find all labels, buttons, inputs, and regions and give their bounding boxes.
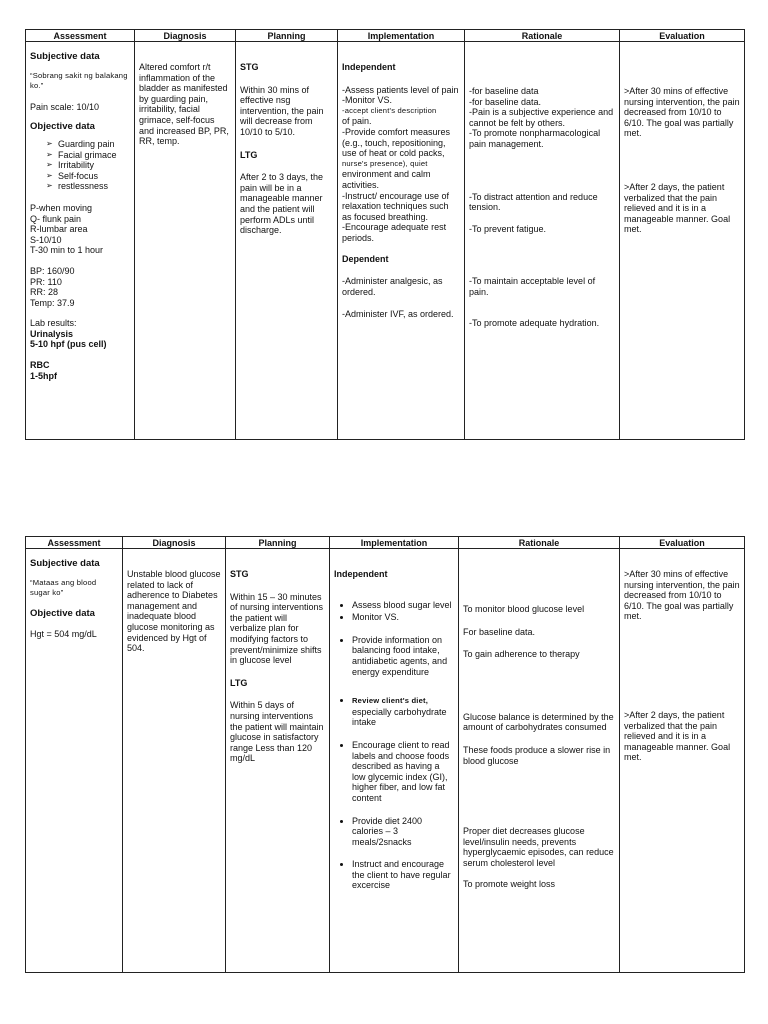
intervention-item: -Encourage adequate rest periods.	[342, 222, 447, 243]
intervention-item: • Assess blood sugar level	[352, 600, 454, 611]
intervention-item: -accept client's description	[342, 105, 437, 115]
intervention-item: • Instruct and encourage the client to have regular excercise	[352, 859, 454, 891]
evaluation-text: >After 30 mins of effective nursing intervention, the pain decreased from 10/10 to 6/10. The goal was partially met.	[624, 86, 740, 139]
rationale-text: -To distract attention and reduce tension.	[469, 191, 598, 213]
intervention-text: Review client's diet,	[352, 696, 429, 706]
intervention-item: -Monitor VS.	[342, 95, 393, 106]
vital-signs: BP: 160/90 PR: 110 RR: 28 Temp: 37.9	[30, 265, 75, 308]
intervention-text: especially carbohydrate intake	[352, 706, 447, 728]
patient-quote: “Mataas ang blood sugar ko”	[30, 577, 97, 598]
ltg-label: LTG	[230, 677, 248, 688]
rationale-text: To monitor blood glucose level	[463, 604, 585, 614]
rationale-cell	[459, 549, 620, 973]
independent-label: Independent	[342, 62, 396, 72]
intervention-item: -Assess patients level of pain	[342, 84, 459, 95]
stg-label: STG	[240, 62, 259, 72]
rationale-text: -To promote adequate hydration.	[469, 317, 600, 328]
evaluation-text: >After 2 days, the patient verbalized that the pain relieved and it is in a manageable manner. Goal met.	[624, 181, 731, 235]
intervention-list	[334, 600, 454, 891]
hgt-value: Hgt = 504 mg/dL	[30, 629, 97, 640]
intervention-item: of pain.	[342, 116, 372, 127]
planning-cell	[226, 549, 330, 973]
stg-label: STG	[230, 569, 249, 579]
diagnosis-text: Unstable blood glucose related to lack of adherence to Diabetes management and inadequate blood glucose monitoring as evidenced by Hgt of 504.	[127, 569, 221, 654]
subjective-label: Subjective data	[30, 51, 100, 62]
lab-results-label: Lab results:	[30, 318, 77, 329]
pqrst-assessment: P-when moving Q- flunk pain R-lumbar area S-10/10 T-30 min to 1 hour	[30, 202, 104, 256]
independent-label: Independent	[334, 569, 388, 579]
intervention-item: • Provide information on balancing food intake, antidiabetic agents, and energy expenditure	[352, 635, 454, 677]
intervention-item: -Instruct/ encourage use of relaxation techniques such as focused breathing.	[342, 190, 450, 222]
urinalysis-result: Urinalysis 5-10 hpf (pus cell)	[30, 328, 107, 350]
intervention-item	[352, 695, 454, 728]
diagnosis-cell	[123, 549, 226, 973]
header-planning: Planning	[226, 537, 330, 549]
objective-label: Objective data	[30, 607, 95, 619]
rbc-result: RBC 1-5hpf	[30, 360, 57, 381]
patient-quote: “Sobrang sakit ng balakang ko.”	[30, 70, 128, 91]
header-evaluation: Evaluation	[620, 537, 745, 549]
objective-item: ➢ Facial grimace	[46, 150, 130, 161]
rationale-text: -for baseline data -for baseline data. -Pain is a subjective experience and cannot be felt by others. -To promote nonpharmacological pain management.	[469, 86, 614, 149]
header-diagnosis: Diagnosis	[123, 537, 226, 549]
rationale-text: -To prevent fatigue.	[469, 223, 547, 234]
rationale-cell	[465, 42, 620, 440]
header-row	[26, 537, 745, 549]
evaluation-cell	[620, 42, 745, 440]
intervention-item: -Administer IVF, as ordered.	[342, 309, 454, 320]
rationale-text: To promote weight loss	[463, 878, 556, 889]
objective-item: ➢ Irritability	[46, 160, 130, 171]
header-assessment: Assessment	[26, 537, 123, 549]
intervention-item: • Monitor VS.	[352, 612, 454, 623]
objective-item: ➢ Guarding pain	[46, 139, 130, 150]
header-assessment: Assessment	[26, 30, 135, 42]
rationale-text: To gain adherence to therapy	[463, 649, 580, 660]
assessment-cell	[26, 549, 123, 973]
evaluation-text: >After 2 days, the patient verbalized that the pain relieved and it is in a manageable manner. Goal met.	[624, 709, 731, 763]
objective-list	[30, 139, 130, 192]
diagnosis-cell	[135, 42, 236, 440]
rationale-text: Glucose balance is determined by the amount of carbohydrates consumed	[463, 711, 614, 733]
header-planning: Planning	[236, 30, 338, 42]
implementation-cell	[338, 42, 465, 440]
assessment-cell	[26, 42, 135, 440]
objective-label: Objective data	[30, 121, 95, 133]
dependent-label: Dependent	[342, 253, 389, 264]
ltg-text: After 2 to 3 days, the pain will be in a manageable manner and the patient will perform ADLs until discharge.	[240, 172, 324, 236]
stg-text: Within 15 – 30 minutes of nursing interventions the patient will verbalize plan for modifying factors to prevent/minimize shifts in glucose level	[230, 591, 324, 666]
header-row	[26, 30, 745, 42]
header-diagnosis: Diagnosis	[135, 30, 236, 42]
subjective-label: Subjective data	[30, 558, 100, 569]
header-implementation: Implementation	[330, 537, 459, 549]
care-plan-row	[26, 42, 745, 440]
pain-scale: Pain scale: 10/10	[30, 101, 100, 112]
objective-item: ➢ restlessness	[46, 181, 130, 192]
intervention-item: -Provide comfort measures (e.g., touch, repositioning, use of heat or cold packs,	[342, 126, 451, 159]
intervention-item: nurse's presence), quiet	[342, 158, 428, 168]
rationale-text: These foods produce a slower rise in blood glucose	[463, 744, 611, 766]
rationale-text: Proper diet decreases glucose level/insulin needs, prevents hyperglycaemic episodes, can reduce serum cholesterol level	[463, 826, 614, 868]
header-rationale: Rationale	[465, 30, 620, 42]
rationale-text: -To maintain acceptable level of pain.	[469, 276, 596, 297]
intervention-item: • Encourage client to read labels and choose foods described as having a low glycemic index (GI), higher fiber, and low fat content	[352, 740, 454, 804]
header-evaluation: Evaluation	[620, 30, 745, 42]
header-rationale: Rationale	[459, 537, 620, 549]
care-plan-row	[26, 549, 745, 973]
header-implementation: Implementation	[338, 30, 465, 42]
care-plan-table-glucose	[25, 536, 745, 973]
evaluation-cell	[620, 549, 745, 973]
ltg-label: LTG	[240, 149, 258, 160]
intervention-item: • Provide diet 2400 calories – 3 meals/2snacks	[352, 816, 454, 848]
intervention-item: -Administer analgesic, as ordered.	[342, 276, 443, 297]
intervention-item: environment and calm activities.	[342, 169, 431, 190]
evaluation-text: >After 30 mins of effective nursing intervention, the pain decreased from 10/10 to 6/10. The goal was partially met.	[624, 569, 740, 622]
implementation-cell	[330, 549, 459, 973]
planning-cell	[236, 42, 338, 440]
rationale-text: For baseline data.	[463, 626, 536, 637]
objective-item: ➢ Self-focus	[46, 171, 130, 182]
diagnosis-text: Altered comfort r/t inflammation of the bladder as manifested by guarding pain, irritability, facial grimace, self-focus and increased BP, PR, RR, temp.	[139, 62, 229, 147]
care-plan-table-pain	[25, 29, 745, 440]
stg-text: Within 30 mins of effective nsg intervention, the pain will decrease from 10/10 to 5/10.	[240, 84, 324, 137]
ltg-text: Within 5 days of nursing interventions the patient will maintain glucose in satisfactory range Less than 120 mg/dL	[230, 700, 324, 764]
